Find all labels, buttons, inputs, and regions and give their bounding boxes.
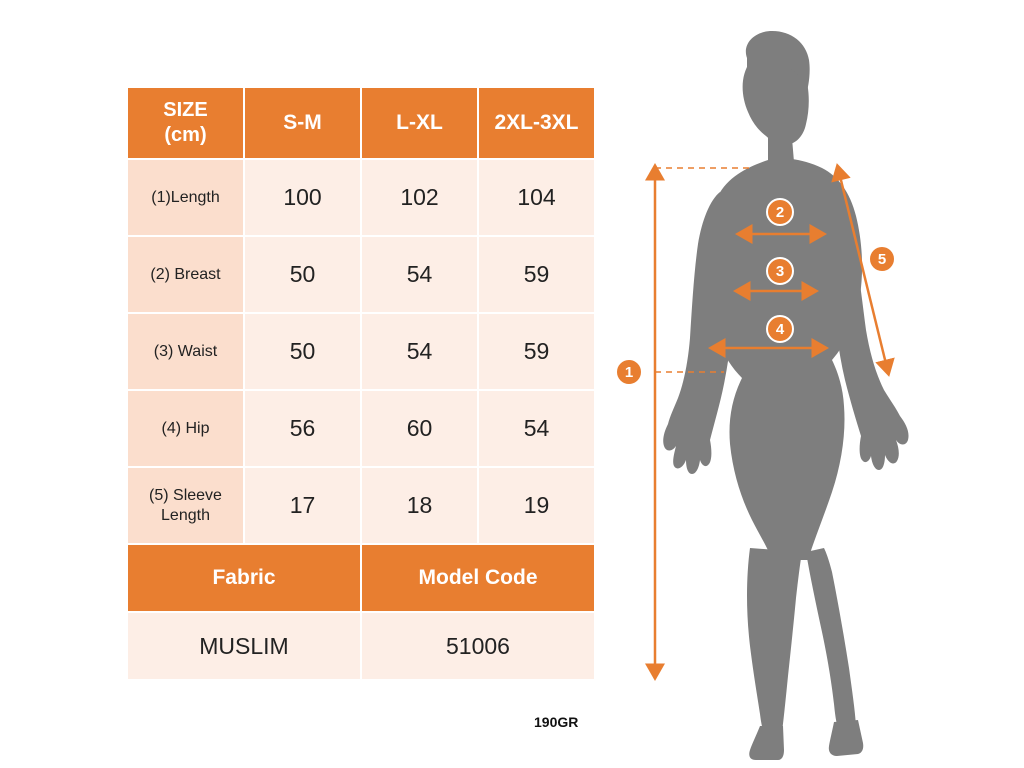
footer-label-model-code: Model Code [361,544,595,612]
footer-value-model-code: 51006 [361,612,595,680]
measurement-figure-panel [600,0,1024,768]
female-body-silhouette [663,31,908,760]
figure-svg [600,0,1024,768]
header-col-sm: S-M [244,87,361,159]
cell-hip-2xl3xl: 54 [478,390,595,467]
badge-3-waist: 3 [766,257,794,285]
badge-4-hip: 4 [766,315,794,343]
cell-sleeve-lxl: 18 [361,467,478,544]
weight-note: 190GR [534,714,579,730]
cell-length-sm: 100 [244,159,361,236]
size-chart-table [126,86,596,681]
header-col-lxl: L-XL [361,87,478,159]
cell-length-lxl: 102 [361,159,478,236]
badge-5-sleeve: 5 [868,245,896,273]
table-row [127,159,595,236]
cell-length-2xl3xl: 104 [478,159,595,236]
row-label-waist: (3) Waist [127,313,244,390]
badge-1-length: 1 [615,358,643,386]
row-label-hip: (4) Hip [127,390,244,467]
cell-sleeve-2xl3xl: 19 [478,467,595,544]
cell-waist-sm: 50 [244,313,361,390]
badge-2-breast: 2 [766,198,794,226]
table-footer-value-row [127,612,595,680]
footer-label-fabric: Fabric [127,544,361,612]
cell-waist-lxl: 54 [361,313,478,390]
cell-sleeve-sm: 17 [244,467,361,544]
header-col-2xl3xl: 2XL-3XL [478,87,595,159]
cell-breast-lxl: 54 [361,236,478,313]
table-header-row [127,87,595,159]
cell-waist-2xl3xl: 59 [478,313,595,390]
header-size-cell [127,87,244,159]
row-label-sleeve-length: (5) Sleeve Length [127,467,244,544]
table-row [127,390,595,467]
table-footer-header-row [127,544,595,612]
cell-breast-sm: 50 [244,236,361,313]
table-row [127,313,595,390]
row-label-breast: (2) Breast [127,236,244,313]
header-size-line1: SIZE [163,99,208,121]
cell-hip-sm: 56 [244,390,361,467]
footer-value-fabric: MUSLIM [127,612,361,680]
header-size-line2: (cm) [164,124,207,146]
row-label-length: (1)Length [127,159,244,236]
cell-breast-2xl3xl: 59 [478,236,595,313]
table-row [127,236,595,313]
table-row [127,467,595,544]
cell-hip-lxl: 60 [361,390,478,467]
